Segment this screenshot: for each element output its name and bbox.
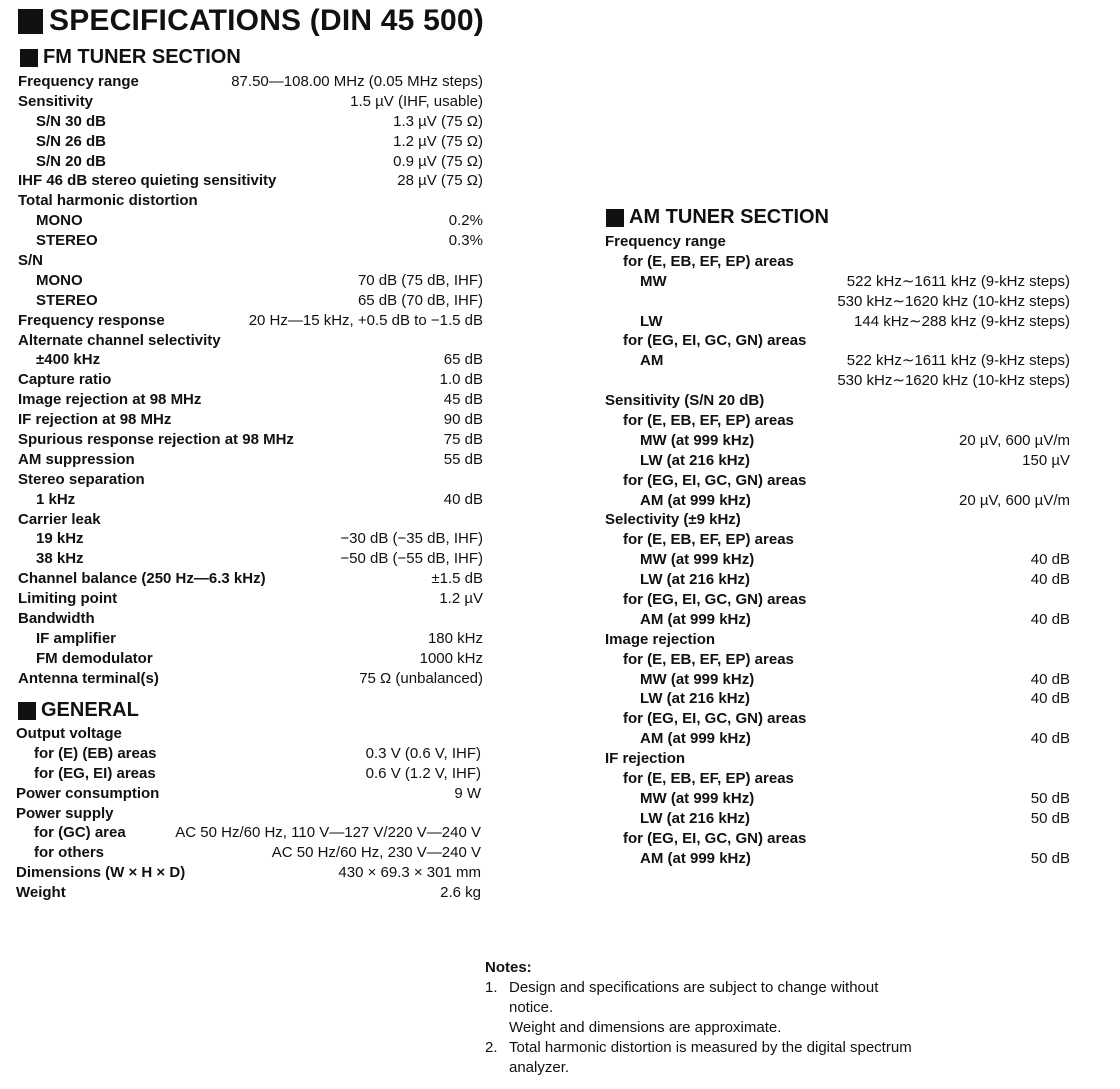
spec-label: Sensitivity (S/N 20 dB): [605, 392, 765, 410]
spec-row: [605, 689, 1070, 709]
spec-row: [605, 550, 1070, 570]
spec-label: Channel balance (250 Hz—6.3 kHz): [18, 570, 266, 588]
spec-row: [18, 609, 483, 629]
spec-label: Power supply: [16, 804, 114, 822]
spec-label: MW (at 999 kHz): [640, 789, 755, 807]
spec-label: Alternate channel selectivity: [18, 331, 221, 349]
spec-row: [605, 491, 1070, 511]
spec-label: Image rejection: [605, 630, 716, 648]
spec-label: LW (at 216 kHz): [640, 690, 751, 708]
spec-label: Stereo separation: [18, 470, 145, 488]
spec-row: [16, 724, 481, 744]
spec-value: 522 kHz∼1611 kHz (9-kHz steps): [846, 352, 1070, 370]
spec-row: [18, 132, 483, 152]
spec-value: 28 µV (75 Ω): [397, 172, 483, 190]
spec-value: 530 kHz∼1620 kHz (10-kHz steps): [837, 292, 1070, 310]
spec-row: [18, 211, 483, 231]
spec-value: 70 dB (75 dB, IHF): [357, 271, 483, 289]
spec-label: 1 kHz: [36, 490, 76, 508]
spec-label: Capture ratio: [18, 371, 112, 389]
am-section-heading: [606, 206, 829, 229]
am-section-heading-text: AM TUNER SECTION: [629, 206, 829, 228]
heading-square-icon: [18, 9, 43, 34]
spec-label: S/N: [18, 252, 44, 270]
spec-value: 40 dB: [1030, 690, 1070, 708]
note-line: Design and specifications are subject to change without: [509, 979, 879, 996]
spec-row: [605, 630, 1070, 650]
spec-label: Image rejection at 98 MHz: [18, 391, 202, 409]
spec-value: 1000 kHz: [419, 649, 483, 667]
spec-label: Carrier leak: [18, 510, 101, 528]
spec-label: LW (at 216 kHz): [640, 451, 751, 469]
spec-row: [18, 649, 483, 669]
spec-row: [18, 311, 483, 331]
spec-value: 0.6 V (1.2 V, IHF): [365, 764, 481, 782]
spec-value: 1.2 µV: [439, 590, 483, 608]
spec-row: [18, 589, 483, 609]
spec-label: Weight: [16, 884, 66, 902]
spec-label: Total harmonic distortion: [18, 192, 198, 210]
spec-row: [605, 292, 1070, 312]
spec-label: for (E, EB, EF, EP) areas: [623, 770, 794, 788]
spec-value: 0.3%: [448, 232, 483, 250]
spec-row: [18, 231, 483, 251]
spec-row: [16, 744, 481, 764]
spec-row: [605, 809, 1070, 829]
spec-row: [16, 764, 481, 784]
spec-value: 50 dB: [1030, 849, 1070, 867]
spec-value: 0.9 µV (75 Ω): [393, 152, 483, 170]
spec-label: Frequency range: [18, 73, 139, 90]
general-section-heading-text: GENERAL: [41, 699, 139, 721]
note-item: [485, 978, 965, 1038]
spec-row: [18, 529, 483, 549]
spec-value: 87.50—108.00 MHz (0.05 MHz steps): [231, 73, 483, 90]
fm-section-heading: [20, 46, 241, 69]
spec-value: 40 dB: [1030, 610, 1070, 628]
spec-row: [16, 863, 481, 883]
spec-row: [18, 510, 483, 530]
spec-label: IHF 46 dB stereo quieting sensitivity: [18, 172, 277, 190]
spec-value: 2.6 kg: [440, 884, 481, 902]
spec-label: MW: [640, 272, 667, 290]
spec-label: for others: [34, 844, 105, 862]
spec-row: [605, 232, 1070, 252]
spec-value: −30 dB (−35 dB, IHF): [340, 530, 483, 548]
note-number: 1.: [485, 979, 498, 996]
spec-value: 522 kHz∼1611 kHz (9-kHz steps): [846, 272, 1070, 290]
spec-label: MONO: [36, 212, 83, 230]
spec-label: for (E, EB, EF, EP) areas: [623, 412, 794, 430]
spec-row: [605, 312, 1070, 332]
spec-row: [18, 112, 483, 132]
spec-value: 40 dB: [443, 490, 483, 508]
spec-row: [16, 804, 481, 824]
spec-row: [605, 670, 1070, 690]
spec-label: AM (at 999 kHz): [640, 610, 751, 628]
spec-row: [18, 370, 483, 390]
spec-label: S/N 20 dB: [36, 152, 107, 170]
spec-value: 1.3 µV (75 Ω): [393, 112, 483, 130]
spec-value: 55 dB: [443, 450, 483, 468]
spec-label: FM demodulator: [36, 649, 153, 667]
spec-label: MW (at 999 kHz): [640, 431, 755, 449]
spec-label: Dimensions (W × H × D): [16, 864, 186, 882]
spec-label: AM (at 999 kHz): [640, 491, 751, 509]
spec-label: AM (at 999 kHz): [640, 849, 751, 867]
spec-label: Limiting point: [18, 590, 118, 608]
spec-label: Antenna terminal(s): [18, 669, 159, 687]
spec-value: AC 50 Hz/60 Hz, 110 V—127 V/220 V—240 V: [175, 824, 481, 842]
spec-label: 19 kHz: [36, 530, 84, 548]
spec-value: 20 µV, 600 µV/m: [959, 431, 1070, 449]
spec-label: for (E, EB, EF, EP) areas: [623, 650, 794, 668]
spec-row: [18, 350, 483, 370]
spec-row: [18, 490, 483, 510]
spec-row: [605, 530, 1070, 550]
spec-value: 40 dB: [1030, 670, 1070, 688]
spec-row: [605, 849, 1070, 869]
spec-label: ±400 kHz: [36, 351, 101, 369]
spec-label: for (EG, EI, GC, GN) areas: [623, 591, 807, 609]
page-title: [18, 4, 484, 38]
spec-row: [18, 549, 483, 569]
am-spec-list: [605, 232, 1070, 869]
heading-square-icon: [18, 702, 36, 720]
spec-row: [605, 391, 1070, 411]
spec-row: [18, 171, 483, 191]
spec-row: [16, 843, 481, 863]
spec-label: MONO: [36, 271, 83, 289]
spec-label: MW (at 999 kHz): [640, 670, 755, 688]
spec-value: 50 dB: [1030, 809, 1070, 827]
spec-row: [605, 371, 1070, 391]
spec-row: [18, 430, 483, 450]
note-line: Weight and dimensions are approximate.: [509, 1019, 782, 1036]
spec-label: for (EG, EI, GC, GN) areas: [623, 829, 807, 847]
page-title-text: SPECIFICATIONS (DIN 45 500): [49, 4, 484, 37]
spec-value: 20 Hz—15 kHz, +0.5 dB to −1.5 dB: [248, 311, 483, 329]
spec-label: LW: [640, 312, 663, 330]
spec-row: [605, 829, 1070, 849]
spec-row: [605, 789, 1070, 809]
spec-row: [18, 569, 483, 589]
spec-label: for (E, EB, EF, EP) areas: [623, 252, 794, 270]
spec-value: 45 dB: [443, 391, 483, 409]
spec-row: [18, 251, 483, 271]
spec-value: 65 dB: [443, 351, 483, 369]
heading-square-icon: [606, 209, 624, 227]
spec-row: [605, 610, 1070, 630]
spec-value: 50 dB: [1030, 789, 1070, 807]
spec-row: [18, 92, 483, 112]
spec-row: [18, 470, 483, 490]
spec-row: [605, 451, 1070, 471]
spec-label: for (EG, EI, GC, GN) areas: [623, 710, 807, 728]
spec-row: [18, 410, 483, 430]
note-item: [485, 1038, 965, 1078]
spec-label: LW (at 216 kHz): [640, 571, 751, 589]
spec-row: [605, 570, 1070, 590]
spec-row: [605, 351, 1070, 371]
general-spec-list: [16, 724, 481, 903]
note-line: Total harmonic distortion is measured by the digital spectrum: [509, 1039, 912, 1056]
spec-label: Power consumption: [16, 784, 160, 802]
spec-label: for (GC) area: [34, 824, 126, 842]
spec-label: STEREO: [36, 291, 98, 309]
spec-value: 90 dB: [443, 411, 483, 429]
heading-square-icon: [20, 49, 38, 67]
fm-section-heading-text: FM TUNER SECTION: [43, 46, 241, 68]
spec-label: 38 kHz: [36, 550, 84, 568]
spec-value: 0.2%: [448, 212, 483, 230]
spec-label: IF amplifier: [36, 629, 117, 647]
spec-label: S/N 26 dB: [36, 132, 107, 150]
spec-value: 65 dB (70 dB, IHF): [357, 291, 483, 309]
spec-row: [16, 823, 481, 843]
spec-label: STEREO: [36, 232, 98, 250]
spec-row: [605, 471, 1070, 491]
spec-row: [18, 191, 483, 211]
spec-label: AM suppression: [18, 450, 135, 468]
spec-label: for (EG, EI, GC, GN) areas: [623, 471, 807, 489]
spec-value: 0.3 V (0.6 V, IHF): [365, 744, 481, 762]
spec-label: Bandwidth: [18, 610, 95, 628]
spec-value: 9 W: [454, 784, 481, 802]
spec-value: −50 dB (−55 dB, IHF): [340, 550, 483, 568]
spec-label: for (EG, EI) areas: [34, 764, 156, 782]
spec-value: 40 dB: [1030, 551, 1070, 569]
spec-row: [18, 390, 483, 410]
spec-label: AM (at 999 kHz): [640, 730, 751, 748]
spec-row: [16, 883, 481, 903]
spec-label: Sensitivity: [18, 92, 94, 110]
spec-value: 1.5 µV (IHF, usable): [350, 92, 483, 110]
spec-value: 530 kHz∼1620 kHz (10-kHz steps): [837, 372, 1070, 390]
spec-value: 1.2 µV (75 Ω): [393, 132, 483, 150]
spec-row: [16, 784, 481, 804]
spec-row: [605, 411, 1070, 431]
notes-block: [485, 958, 965, 1078]
note-line: notice.: [509, 999, 554, 1016]
spec-label: for (E) (EB) areas: [34, 744, 157, 762]
spec-label: Output voltage: [16, 725, 122, 742]
spec-row: [605, 590, 1070, 610]
spec-value: 75 Ω (unbalanced): [359, 669, 483, 687]
spec-row: [18, 271, 483, 291]
note-number: 2.: [485, 1039, 498, 1056]
spec-row: [18, 331, 483, 351]
spec-label: Frequency range: [605, 233, 726, 250]
spec-label: MW (at 999 kHz): [640, 551, 755, 569]
spec-value: AC 50 Hz/60 Hz, 230 V—240 V: [271, 844, 481, 862]
spec-label: LW (at 216 kHz): [640, 809, 751, 827]
spec-row: [18, 450, 483, 470]
spec-row: [605, 510, 1070, 530]
spec-row: [605, 729, 1070, 749]
spec-label: Selectivity (±9 kHz): [605, 511, 741, 529]
spec-row: [605, 709, 1070, 729]
spec-label: Frequency response: [18, 311, 165, 329]
spec-value: 75 dB: [443, 431, 483, 449]
spec-row: [18, 152, 483, 172]
spec-value: 180 kHz: [427, 629, 483, 647]
notes-title: Notes:: [485, 959, 532, 976]
spec-label: AM: [640, 352, 664, 370]
spec-value: 20 µV, 600 µV/m: [959, 491, 1070, 509]
spec-row: [605, 431, 1070, 451]
fm-spec-list: [18, 72, 483, 689]
spec-value: ±1.5 dB: [431, 570, 483, 588]
spec-row: [605, 331, 1070, 351]
spec-value: 150 µV: [1022, 451, 1070, 469]
spec-row: [18, 669, 483, 689]
spec-row: [18, 72, 483, 92]
spec-label: S/N 30 dB: [36, 112, 107, 130]
spec-label: IF rejection at 98 MHz: [18, 411, 172, 429]
spec-value: 40 dB: [1030, 571, 1070, 589]
spec-label: Spurious response rejection at 98 MHz: [18, 431, 294, 449]
spec-label: for (EG, EI, GC, GN) areas: [623, 332, 807, 350]
notes-list: [485, 978, 965, 1078]
spec-row: [605, 252, 1070, 272]
spec-label: IF rejection: [605, 750, 686, 768]
spec-value: 144 kHz∼288 kHz (9-kHz steps): [854, 312, 1070, 330]
spec-row: [605, 650, 1070, 670]
spec-row: [605, 769, 1070, 789]
spec-row: [18, 291, 483, 311]
spec-label: for (E, EB, EF, EP) areas: [623, 531, 794, 549]
spec-row: [605, 272, 1070, 292]
spec-value: 430 × 69.3 × 301 mm: [338, 864, 481, 882]
spec-value: 1.0 dB: [439, 371, 483, 389]
spec-value: 40 dB: [1030, 730, 1070, 748]
spec-row: [18, 629, 483, 649]
spec-row: [605, 749, 1070, 769]
general-section-heading: [18, 699, 139, 722]
note-line: analyzer.: [509, 1059, 570, 1076]
